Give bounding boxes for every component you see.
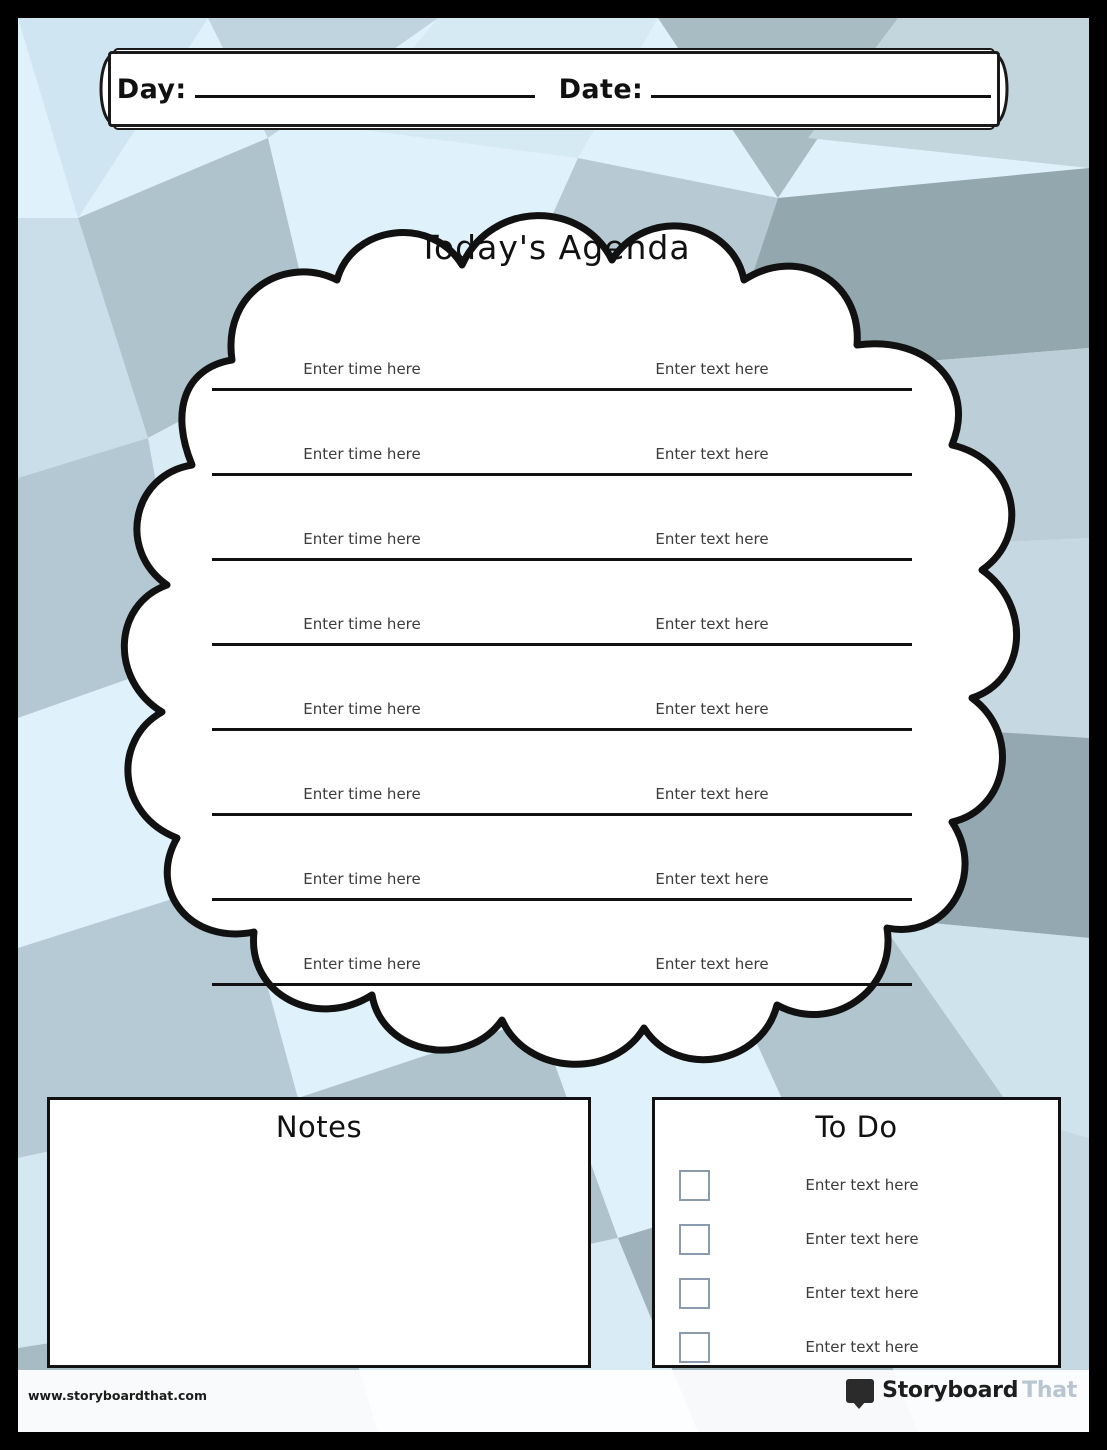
- date-write-line[interactable]: [651, 94, 991, 98]
- agenda-content: [72, 150, 1037, 1090]
- agenda-row-line: [212, 813, 912, 816]
- todo-text-input[interactable]: Enter text here: [805, 1230, 919, 1248]
- footer-url[interactable]: www.storyboardthat.com: [28, 1388, 208, 1403]
- brand-name-primary: Storyboard: [882, 1378, 1019, 1403]
- agenda-text-input[interactable]: Enter text here: [655, 700, 769, 718]
- agenda-row: [212, 500, 912, 585]
- checkbox-icon[interactable]: [679, 1278, 710, 1309]
- agenda-row: [212, 330, 912, 415]
- list-item[interactable]: [655, 1266, 1058, 1320]
- agenda-panel: [72, 150, 1037, 1090]
- agenda-row: [212, 840, 912, 925]
- list-item[interactable]: [655, 1158, 1058, 1212]
- agenda-time-input[interactable]: Enter time here: [303, 530, 421, 548]
- agenda-time-input[interactable]: Enter time here: [303, 955, 421, 973]
- todo-text-input[interactable]: Enter text here: [805, 1284, 919, 1302]
- agenda-time-input[interactable]: Enter time here: [303, 700, 421, 718]
- todo-title: To Do: [815, 1110, 898, 1144]
- todo-text-input[interactable]: Enter text here: [805, 1338, 919, 1356]
- agenda-text-input[interactable]: Enter text here: [655, 870, 769, 888]
- agenda-row-line: [212, 728, 912, 731]
- brand-name-secondary: That: [1022, 1378, 1077, 1403]
- agenda-text-input[interactable]: Enter text here: [655, 530, 769, 548]
- brand-logo: [846, 1378, 1077, 1403]
- agenda-text-input[interactable]: Enter text here: [655, 445, 769, 463]
- agenda-time-input[interactable]: Enter time here: [303, 360, 421, 378]
- todo-text-input[interactable]: Enter text here: [805, 1176, 919, 1194]
- list-item[interactable]: [655, 1320, 1058, 1374]
- agenda-text-input[interactable]: Enter text here: [655, 955, 769, 973]
- list-item[interactable]: [655, 1212, 1058, 1266]
- day-label: Day:: [116, 73, 187, 105]
- checkbox-icon[interactable]: [679, 1170, 710, 1201]
- agenda-row: [212, 670, 912, 755]
- checkbox-icon[interactable]: [679, 1224, 710, 1255]
- notes-box[interactable]: [47, 1097, 591, 1368]
- agenda-text-input[interactable]: Enter text here: [655, 785, 769, 803]
- agenda-row-line: [212, 643, 912, 646]
- agenda-row-line: [212, 558, 912, 561]
- notes-title: Notes: [275, 1110, 363, 1144]
- agenda-time-input[interactable]: Enter time here: [303, 870, 421, 888]
- speech-bubble-icon: [846, 1379, 874, 1403]
- agenda-time-input[interactable]: Enter time here: [303, 615, 421, 633]
- agenda-time-input[interactable]: Enter time here: [303, 445, 421, 463]
- agenda-rows: [212, 330, 912, 1010]
- agenda-row: [212, 415, 912, 500]
- agenda-row-line: [212, 983, 912, 986]
- agenda-text-input[interactable]: Enter text here: [655, 615, 769, 633]
- agenda-row-line: [212, 388, 912, 391]
- agenda-row: [212, 925, 912, 1010]
- date-label: Date:: [558, 73, 644, 105]
- date-field[interactable]: [559, 74, 992, 105]
- day-write-line[interactable]: [195, 94, 535, 98]
- day-field[interactable]: [117, 74, 535, 105]
- banner-fields: [108, 51, 1000, 127]
- agenda-row: [212, 585, 912, 670]
- agenda-row-line: [212, 473, 912, 476]
- agenda-title: Today's Agenda: [418, 228, 691, 267]
- agenda-row-line: [212, 898, 912, 901]
- agenda-text-input[interactable]: Enter text here: [655, 360, 769, 378]
- agenda-time-input[interactable]: Enter time here: [303, 785, 421, 803]
- day-date-banner: [90, 46, 1018, 132]
- todo-list: [655, 1158, 1058, 1374]
- agenda-row: [212, 755, 912, 840]
- todo-box: [652, 1097, 1061, 1368]
- checkbox-icon[interactable]: [679, 1332, 710, 1363]
